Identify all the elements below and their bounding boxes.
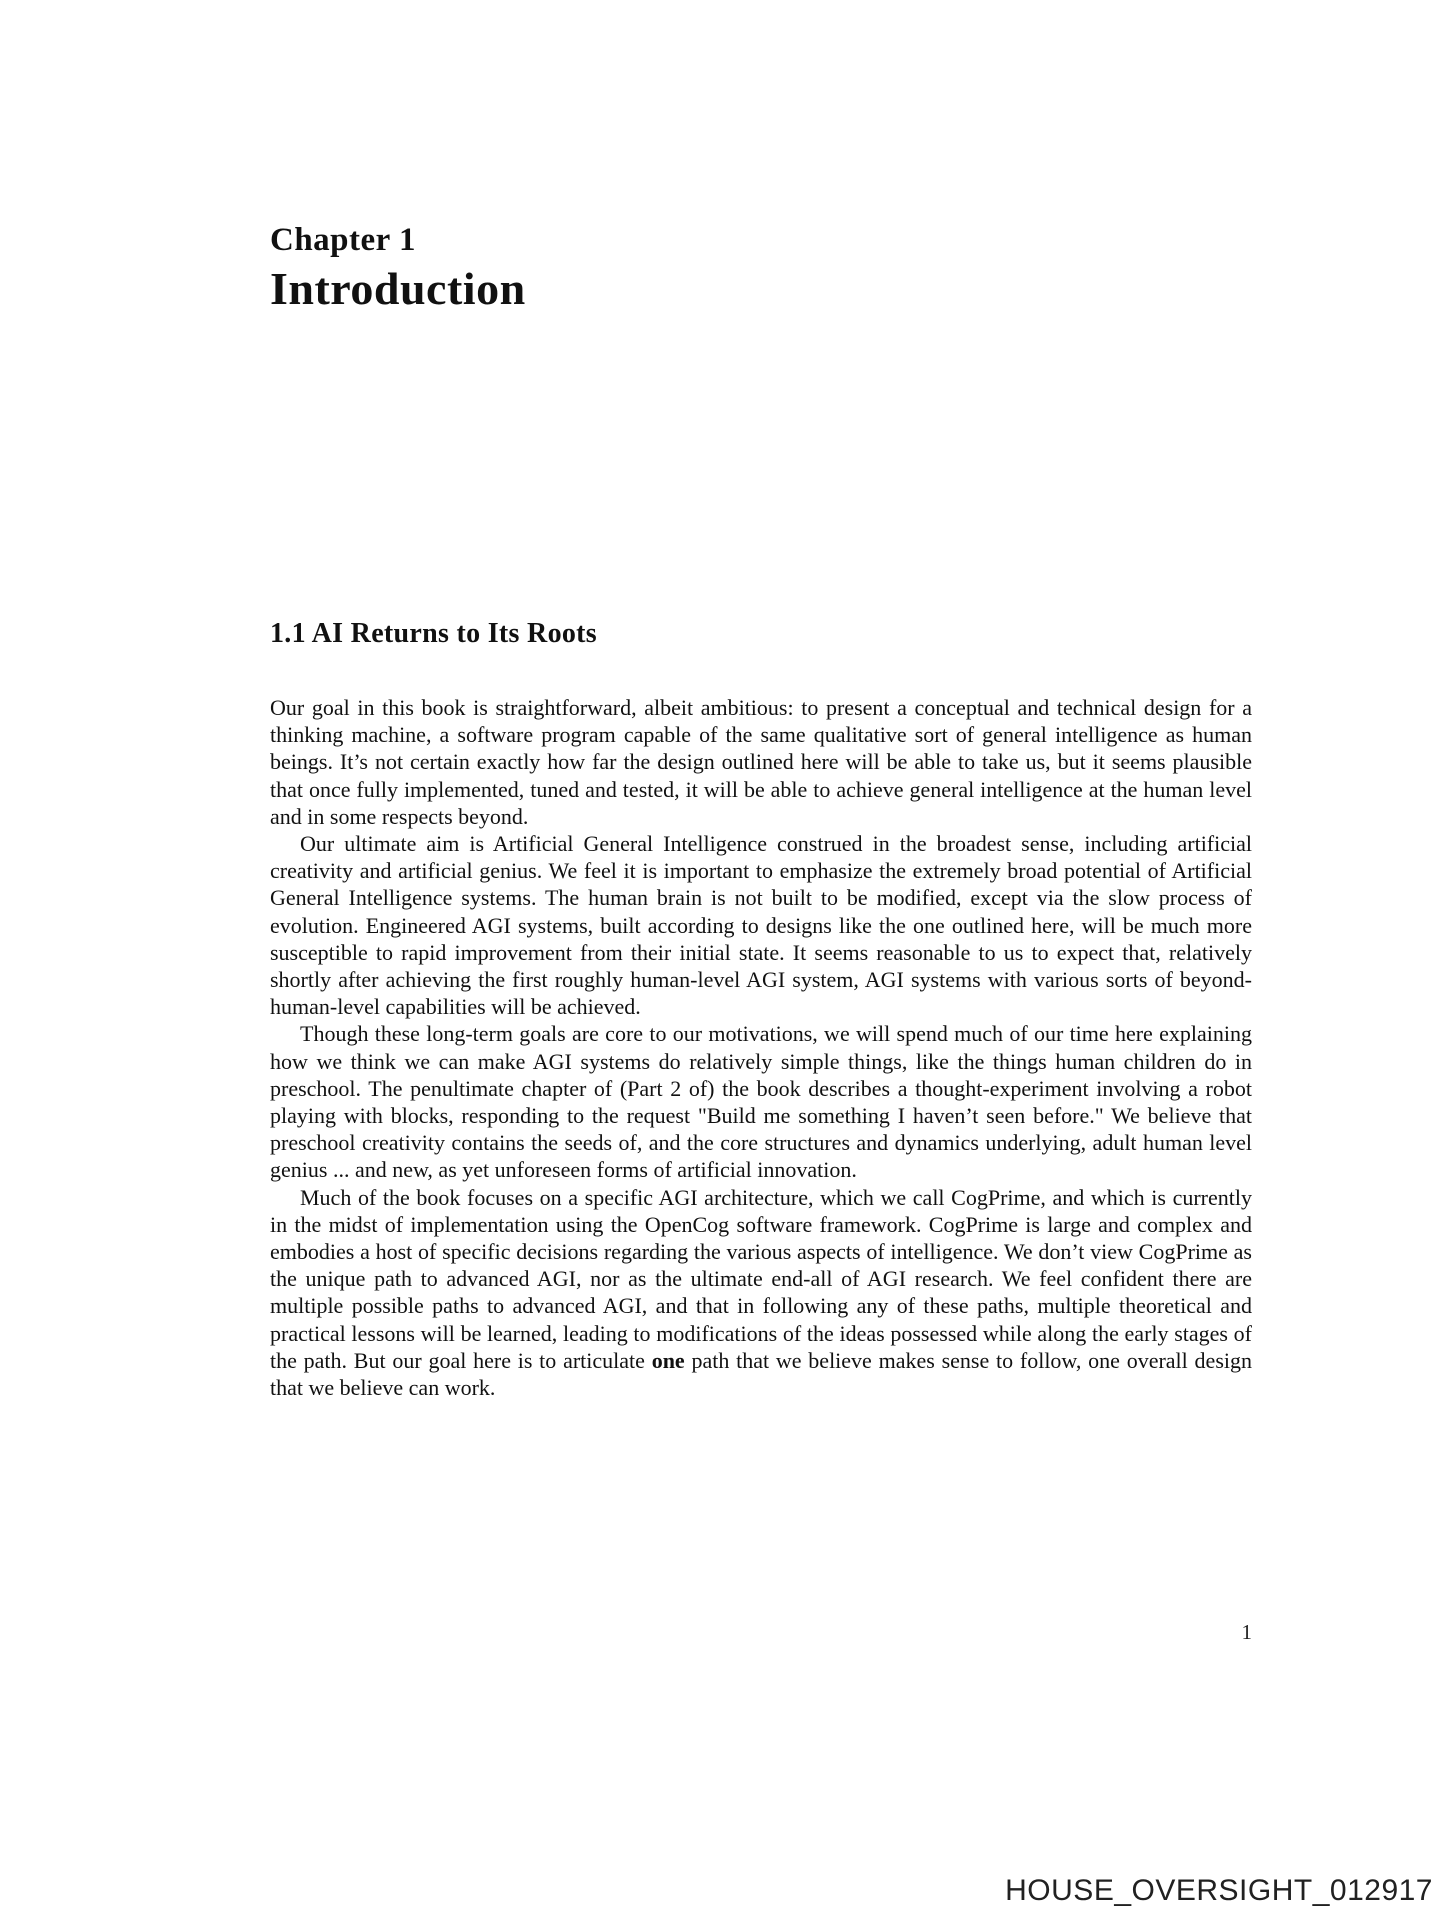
paragraph-text: Much of the book focuses on a specific AGI architecture, which we call CogPrime, and which is currently in the midst of implementation using the OpenCog software framework. CogPrime is large and complex and embodies a host of specific decisions regarding the various aspects of intelligence. We don’t view CogPrime as the unique path to advanced AGI, nor as the ultimate end-all of AGI research. We feel confident there are multiple possible paths to advanced AGI, and that in following any of these paths, multiple theoretical and practical lessons will be learned, leading to modifications of the ideas possessed while along the early stages of the path. But our goal here is to articulate bbox=[270, 1184, 1252, 1373]
section-body bbox=[270, 694, 1252, 1401]
chapter-heading-block bbox=[270, 220, 1252, 316]
bold-emphasis-word: one bbox=[651, 1347, 685, 1373]
chapter-label: Chapter 1 bbox=[270, 222, 416, 258]
page-number: 1 bbox=[1241, 1620, 1252, 1644]
paragraph-text: path that we believe makes sense to follow, one overall design that we believe can work. bbox=[270, 1347, 1252, 1401]
paragraph-text: Our goal in this book is straightforward, albeit ambitious: to present a conceptual and technical design for a thinking machine, a software program capable of the same qualitative sort of general intelligence as human beings. It’s not certain exactly how far the design outlined here will be able to take us, but it seems plausible that once fully implemented, tuned and tested, it will be able to achieve general intelligence at the human level and in some respects beyond. bbox=[270, 695, 1252, 829]
paragraph bbox=[270, 1020, 1252, 1183]
paragraph bbox=[270, 694, 1252, 830]
section-heading: 1.1 AI Returns to Its Roots bbox=[270, 618, 597, 649]
bates-stamp: HOUSE_OVERSIGHT_012917 bbox=[1005, 1874, 1433, 1907]
chapter-title: Introduction bbox=[270, 263, 526, 315]
paragraph-text: Our ultimate aim is Artificial General Intelligence construed in the broadest sense, including artificial creativity and artificial genius. We feel it is important to emphasize the extremely broad potential of Artificial General Intelligence systems. The human brain is not built to be modified, except via the slow process of evolution. Engineered AGI systems, built according to designs like the one outlined here, will be much more susceptible to rapid improvement from their initial state. It seems reasonable to us to expect that, relatively shortly after achieving the first roughly human-level AGI system, AGI systems with various sorts of beyond-human-level capabilities will be achieved. bbox=[270, 831, 1252, 1020]
paragraph bbox=[270, 830, 1252, 1020]
paragraph bbox=[270, 1184, 1252, 1402]
paragraph-text: Though these long-term goals are core to our motivations, we will spend much of our time here explaining how we think we can make AGI systems do relatively simple things, like the things human children do in preschool. The penultimate chapter of (Part 2 of) the book describes a thought-experiment involving a robot playing with blocks, responding to the request "Build me something I haven’t seen before." We believe that preschool creativity contains the seeds of, and the core structures and dynamics underlying, adult human level genius ... and new, as yet unforeseen forms of artificial innovation. bbox=[270, 1021, 1252, 1183]
